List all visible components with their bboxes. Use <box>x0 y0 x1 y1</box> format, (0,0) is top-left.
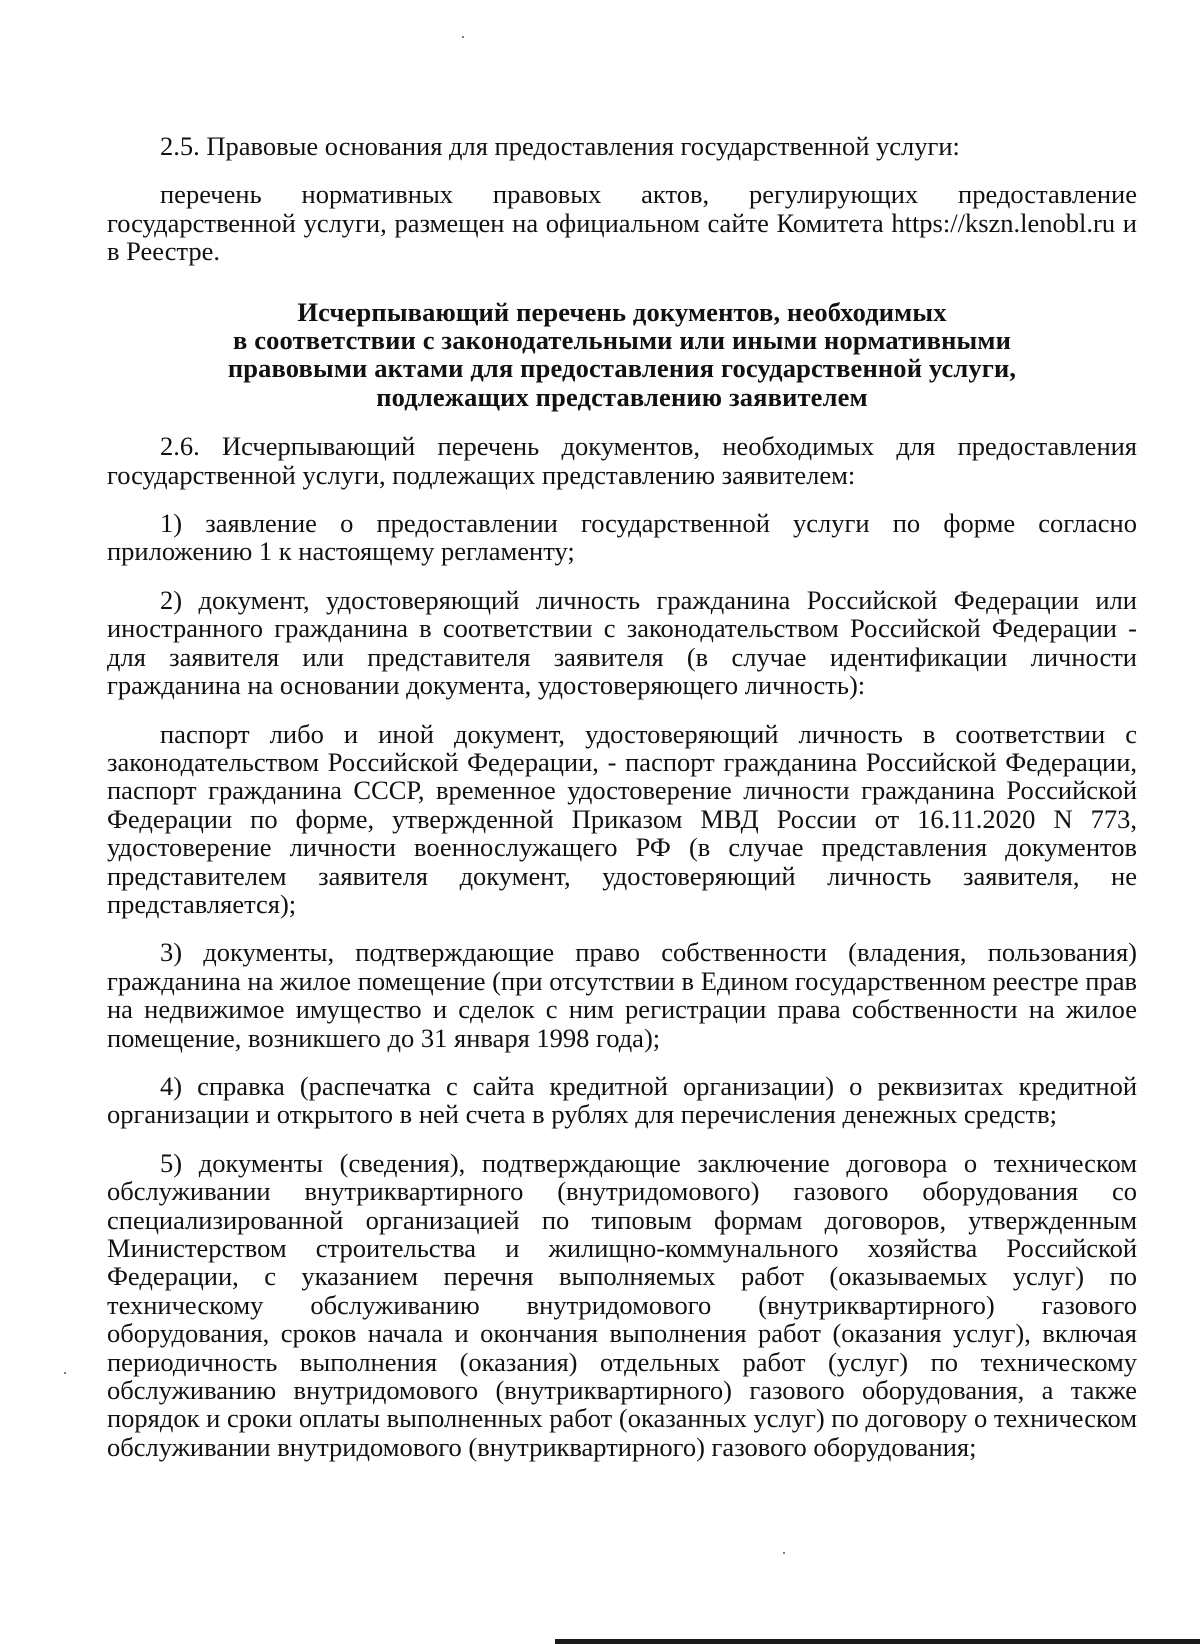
heading-line-4: подлежащих представлению заявителем <box>376 381 868 412</box>
list-item-2-detail: паспорт либо и иной документ, удостоверяющий личность в соответствии с законодательством Российской Федерации, - паспорт гражданина Российской Федерации, паспорт гражданина СССР, временное удостоверение личности гражданина Российской Федерации по форме, утвержденной Приказом МВД России от 16.11.2020 N 773, удостоверение личности военнослужащего РФ (в случае представления документов представителем заявителя документ, удостоверяющий личность заявителя, не представляется); <box>107 718 1137 919</box>
heading-line-1: Исчерпывающий перечень документов, необходимых <box>297 296 947 327</box>
section-2-5-title: 2.5. Правовые основания для предоставления государственной услуги: <box>160 131 960 161</box>
scan-speck <box>64 1372 66 1374</box>
list-item-2: 2) документ, удостоверяющий личность гражданина Российской Федерации или иностранного гражданина в соответствии с законодательством Российской Федерации - для заявителя или представителя заявителя (в случае идентификации личности гражданина на основании документа, удостоверяющего личность): <box>107 584 1137 701</box>
heading-line-3: правовыми актами для предоставления государственной услуги, <box>227 353 1017 384</box>
list-item-5: 5) документы (сведения), подтверждающие заключение договора о техническом обслуживании внутриквартирного (внутридомового) газового оборудования со специализированной организацией по типовым формам договоров, утвержденным Министерством строительства и жилищно-коммунального хозяйства Российской Федерации, с указанием перечня выполняемых работ (оказываемых услуг) по техническому обслуживанию внутридомового (внутриквартирного) газового оборудования, сроков начала и окончания выполнения работ (оказания услуг), включая периодичность выполнения (оказания) отдельных работ (услуг) по техническому обслуживанию внутридомового (внутриквартирного) газового оборудования, а также порядок и сроки оплаты выполненных работ (оказанных услуг) по договору о техническом обслуживании внутридомового (внутриквартирного) газового оборудования; <box>107 1147 1137 1462</box>
section-2-5-text: перечень нормативных правовых актов, регулирующих предоставление государственной услуги, размещен на официальном сайте Комитета https://kszn.lenobl.ru и в Реестре. <box>107 179 1137 267</box>
scan-edge-line <box>555 1639 1200 1644</box>
list-item-3: 3) документы, подтверждающие право собственности (владения, пользования) гражданина на жилое помещение (при отсутствии в Едином государственном реестре прав на недвижимое имущество и сделок с ним регистрации права собственности на жилое помещение, возникшего до 31 января 1998 года); <box>107 937 1137 1053</box>
scan-speck <box>783 1552 785 1554</box>
section-heading <box>107 298 1137 412</box>
section-2-6-intro: 2.6. Исчерпывающий перечень документов, необходимых для предоставления государственной услуги, подлежащих представлению заявителем: <box>107 431 1137 490</box>
list-item-1: 1) заявление о предоставлении государственной услуги по форме согласно приложению 1 к настоящему регламенту; <box>107 508 1137 567</box>
heading-line-2: в соответствии с законодательными или иными нормативными <box>232 325 1012 356</box>
scan-speck <box>462 36 464 38</box>
list-item-4: 4) справка (распечатка с сайта кредитной организации) о реквизитах кредитной организации и открытого в ней счета в рублях для перечисления денежных средств; <box>107 1070 1137 1130</box>
document-body <box>107 132 1137 1461</box>
